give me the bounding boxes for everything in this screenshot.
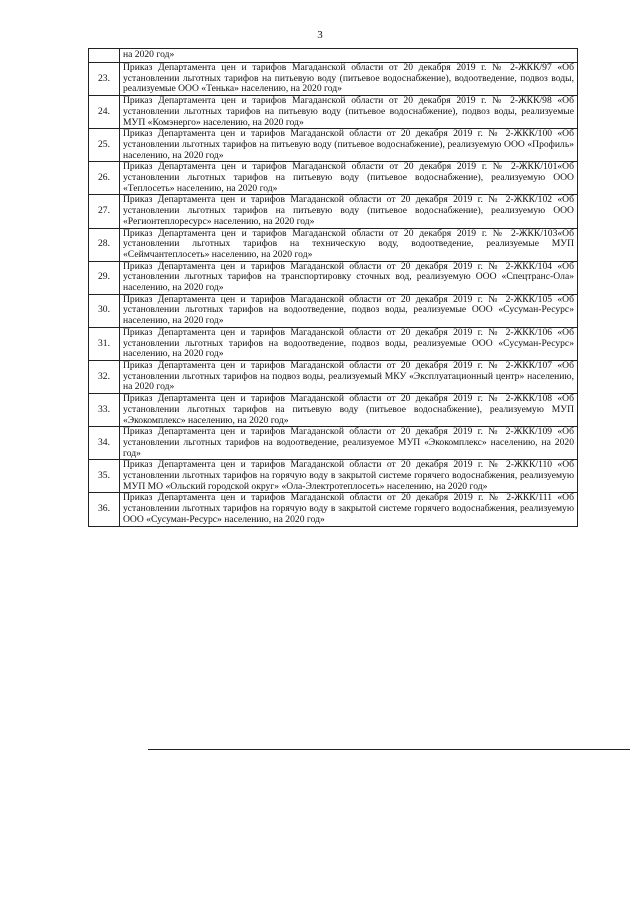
table-row	[89, 360, 578, 393]
table-row	[89, 394, 578, 427]
row-number: 34.	[89, 427, 120, 460]
row-number: 30.	[89, 294, 120, 327]
row-number: 36.	[89, 493, 120, 526]
row-number-cell	[89, 49, 120, 63]
row-text: Приказ Департамента цен и тарифов Магаданской области от 20 декабря 2019 г. № 2-ЖКК/101«Об установлении льготных тарифов на питьевую воду (питьевое водоснабжение), реализуемую ООО «Теплосеть» населению, на 2020 год»	[120, 162, 578, 195]
row-text: Приказ Департамента цен и тарифов Магаданской области от 20 декабря 2019 г. № 2-ЖКК/98 «Об установлении льготных тарифов на питьевую воду (питьевое водоснабжение), подвоз воды, реализуемые МУП «Комэнерго» населению, на 2020 год»	[120, 96, 578, 129]
row-text: Приказ Департамента цен и тарифов Магаданской области от 20 декабря 2019 г. № 2-ЖКК/100 «Об установлении льготных тарифов на питьевую воду (питьевое водоснабжение), реализуемую ООО «Профиль» населению, на 2020 год»	[120, 129, 578, 162]
row-number: 26.	[89, 162, 120, 195]
row-number: 27.	[89, 195, 120, 228]
row-text: Приказ Департамента цен и тарифов Магаданской области от 20 декабря 2019 г. № 2-ЖКК/97 «Об установлении льготных тарифов на питьевую воду (питьевое водоснабжение), водоотведение, подвоз воды, реализуемые ООО «Тенька» населению, на 2020 год»	[120, 63, 578, 96]
row-number: 35.	[89, 460, 120, 493]
row-number: 28.	[89, 228, 120, 261]
table-row	[89, 195, 578, 228]
row-text: Приказ Департамента цен и тарифов Магаданской области от 20 декабря 2019 г. № 2-ЖКК/102 «Об установлении льготных тарифов на питьевую воду (питьевое водоснабжение), реализуемую ООО «Регионтеплоресурс» населению, на 2020 год»	[120, 195, 578, 228]
row-text: Приказ Департамента цен и тарифов Магаданской области от 20 декабря 2019 г. № 2-ЖКК/109 «Об установлении льготных тарифов на водоотведение, реализуемое МУП «Экокомплекс» населению, на 2020 год»	[120, 427, 578, 460]
table-row	[89, 228, 578, 261]
table-row	[89, 427, 578, 460]
footer-divider	[148, 749, 630, 750]
table-row	[89, 294, 578, 327]
row-text: Приказ Департамента цен и тарифов Магаданской области от 20 декабря 2019 г. № 2-ЖКК/103«Об установлении льготных тарифов на техническую воду, водоотведение, реализуемые МУП «Сеймчантеплосеть» населению, на 2020 год»	[120, 228, 578, 261]
orders-table	[88, 48, 578, 527]
row-text: Приказ Департамента цен и тарифов Магаданской области от 20 декабря 2019 г. № 2-ЖКК/108 «Об установлении льготных тарифов на питьевую воду (питьевое водоснабжение), реализуемую МУП «Экокомплекс» населению, на 2020 год»	[120, 394, 578, 427]
row-text: Приказ Департамента цен и тарифов Магаданской области от 20 декабря 2019 г. № 2-ЖКК/104 «Об установлении льготных тарифов на транспортировку сточных вод, реализуемую ООО «Спецтранс-Ола» населению, на 2020 год»	[120, 261, 578, 294]
table-row	[89, 460, 578, 493]
table-row	[89, 63, 578, 96]
row-number: 24.	[89, 96, 120, 129]
row-number: 29.	[89, 261, 120, 294]
table-row-continuation	[89, 49, 578, 63]
row-number: 33.	[89, 394, 120, 427]
table-row	[89, 493, 578, 526]
row-number: 25.	[89, 129, 120, 162]
page-number: 3	[317, 29, 323, 41]
row-text: на 2020 год»	[120, 49, 578, 63]
row-number: 31.	[89, 327, 120, 360]
row-text: Приказ Департамента цен и тарифов Магаданской области от 20 декабря 2019 г. № 2-ЖКК/107 «Об установлении льготных тарифов на подвоз воды, реализуемый МКУ «Эксплуатационный центр» населению, на 2020 год»	[120, 360, 578, 393]
row-number: 32.	[89, 360, 120, 393]
table-row	[89, 96, 578, 129]
row-number: 23.	[89, 63, 120, 96]
table-row	[89, 261, 578, 294]
row-text: Приказ Департамента цен и тарифов Магаданской области от 20 декабря 2019 г. № 2-ЖКК/110 «Об установлении льготных тарифов на горячую воду в закрытой системе горячего водоснабжения, реализуемую МУП МО «Ольский городской округ» «Ола-Электротеплосеть» населению, на 2020 год»	[120, 460, 578, 493]
row-text: Приказ Департамента цен и тарифов Магаданской области от 20 декабря 2019 г. № 2-ЖКК/106 «Об установлении льготных тарифов на водоотведение, подвоз воды, реализуемые ООО «Сусуман-Ресурс» населению, на 2020 год»	[120, 327, 578, 360]
table-row	[89, 327, 578, 360]
table-row	[89, 162, 578, 195]
row-text: Приказ Департамента цен и тарифов Магаданской области от 20 декабря 2019 г. № 2-ЖКК/111 «Об установлении льготных тарифов на горячую воду в закрытой системе горячего водоснабжения, реализуемую ООО «Сусуман-Ресурс» населению, на 2020 год»	[120, 493, 578, 526]
table-row	[89, 129, 578, 162]
row-text: Приказ Департамента цен и тарифов Магаданской области от 20 декабря 2019 г. № 2-ЖКК/105 «Об установлении льготных тарифов на водоотведение, подвоз воды, реализуемые ООО «Сусуман-Ресурс» населению, на 2020 год»	[120, 294, 578, 327]
